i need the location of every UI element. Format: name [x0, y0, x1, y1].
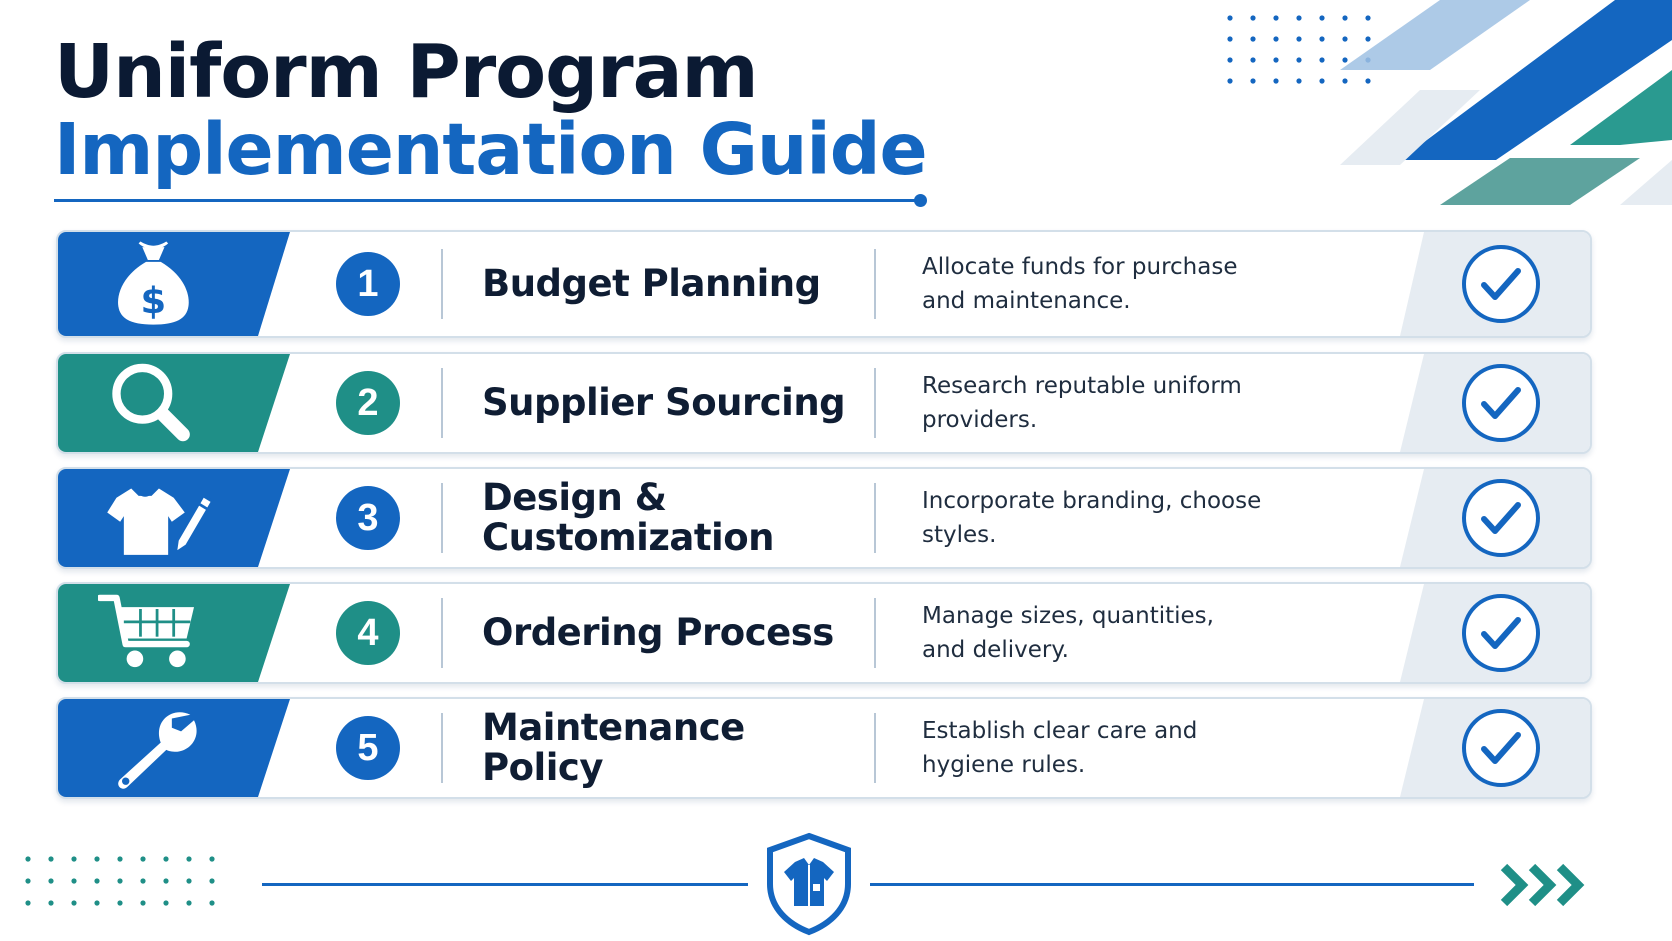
- step-description: Manage sizes, quantities, and delivery.: [922, 603, 1214, 663]
- step-row: [56, 582, 1592, 684]
- step-number-badge: 2: [336, 371, 400, 435]
- dot: [1296, 78, 1301, 83]
- step-description: Research reputable uniform providers.: [922, 373, 1242, 433]
- dot: [71, 856, 76, 861]
- dot: [71, 900, 76, 905]
- dot: [1227, 36, 1232, 41]
- dot-grid-bottom-left: [24, 855, 234, 915]
- title-underline-dot: [914, 194, 927, 207]
- dot: [1227, 57, 1232, 62]
- dot: [163, 878, 168, 883]
- step-description: Incorporate branding, choose styles.: [922, 488, 1262, 548]
- separator: [441, 713, 443, 783]
- dot: [1296, 57, 1301, 62]
- step-row: [56, 230, 1592, 338]
- step-row: [56, 467, 1592, 569]
- step-number-badge: 5: [336, 716, 400, 780]
- dot: [94, 878, 99, 883]
- check-circle-icon: [1460, 707, 1542, 789]
- step-row: [56, 352, 1592, 454]
- dot: [1227, 15, 1232, 20]
- dot: [1273, 78, 1278, 83]
- wrench-icon: [98, 700, 218, 796]
- dot: [25, 878, 30, 883]
- check-circle-icon: [1460, 477, 1542, 559]
- dot: [71, 878, 76, 883]
- step-description: Allocate funds for purchase and maintenance.: [922, 254, 1238, 314]
- dot: [1296, 36, 1301, 41]
- separator: [441, 368, 443, 438]
- step-number-badge: 1: [336, 252, 400, 316]
- dot: [186, 878, 191, 883]
- separator: [441, 598, 443, 668]
- dot: [209, 878, 214, 883]
- dot: [25, 856, 30, 861]
- dot: [186, 856, 191, 861]
- separator: [874, 483, 876, 553]
- footer-line-left: [262, 883, 748, 886]
- step-number-badge: 4: [336, 601, 400, 665]
- dot: [140, 856, 145, 861]
- separator: [874, 713, 876, 783]
- dot: [1296, 15, 1301, 20]
- step-color-band: [58, 469, 290, 567]
- check-circle-icon: [1460, 362, 1542, 444]
- dot: [1319, 36, 1324, 41]
- dot: [209, 856, 214, 861]
- page-title-line-2: Implementation Guide: [54, 108, 927, 191]
- dot: [140, 900, 145, 905]
- dot: [1250, 15, 1255, 20]
- dot: [1250, 57, 1255, 62]
- money-bag-icon: [98, 236, 218, 332]
- dot: [48, 878, 53, 883]
- footer-line-right: [870, 883, 1474, 886]
- step-title: Maintenance Policy: [482, 706, 745, 789]
- step-number-badge: 3: [336, 486, 400, 550]
- separator: [441, 249, 443, 319]
- step-title: Budget Planning: [482, 262, 821, 305]
- dot: [1319, 57, 1324, 62]
- check-circle-icon: [1460, 592, 1542, 674]
- separator: [874, 368, 876, 438]
- separator: [874, 249, 876, 319]
- dot: [94, 856, 99, 861]
- shopping-cart-icon: [98, 585, 218, 681]
- step-color-band: [58, 584, 290, 682]
- step-title: Supplier Sourcing: [482, 381, 846, 424]
- dot: [163, 900, 168, 905]
- chevrons-right-icon: [1500, 863, 1600, 907]
- dot: [117, 878, 122, 883]
- step-row: [56, 697, 1592, 799]
- steps-list: [56, 230, 1592, 799]
- dot: [209, 900, 214, 905]
- magnifier-icon: [98, 355, 218, 451]
- svg-text:$: $: [140, 279, 167, 323]
- dot: [48, 856, 53, 861]
- dot: [25, 900, 30, 905]
- page-title-line-1: Uniform Program: [54, 29, 758, 115]
- dot: [1273, 36, 1278, 41]
- dot: [1227, 78, 1232, 83]
- dot: [1250, 78, 1255, 83]
- step-title: Design & Customization: [482, 476, 774, 559]
- title-underline: [54, 199, 920, 202]
- dot: [1319, 78, 1324, 83]
- dot: [140, 878, 145, 883]
- dot: [48, 900, 53, 905]
- dot: [1250, 36, 1255, 41]
- shield-shirt-icon: [764, 832, 854, 936]
- step-color-band: [58, 232, 290, 336]
- check-circle-icon: [1460, 243, 1542, 325]
- step-title: Ordering Process: [482, 611, 834, 654]
- tshirt-pencil-icon: [98, 470, 218, 566]
- dot: [1319, 15, 1324, 20]
- step-color-band: [58, 354, 290, 452]
- step-description: Establish clear care and hygiene rules.: [922, 718, 1198, 778]
- separator: [441, 483, 443, 553]
- dot: [186, 900, 191, 905]
- dot: [117, 900, 122, 905]
- dot: [1273, 15, 1278, 20]
- dot: [94, 900, 99, 905]
- decorative-stripes: [1330, 0, 1672, 210]
- dot: [163, 856, 168, 861]
- dot: [1273, 57, 1278, 62]
- separator: [874, 598, 876, 668]
- dot: [117, 856, 122, 861]
- step-color-band: [58, 699, 290, 797]
